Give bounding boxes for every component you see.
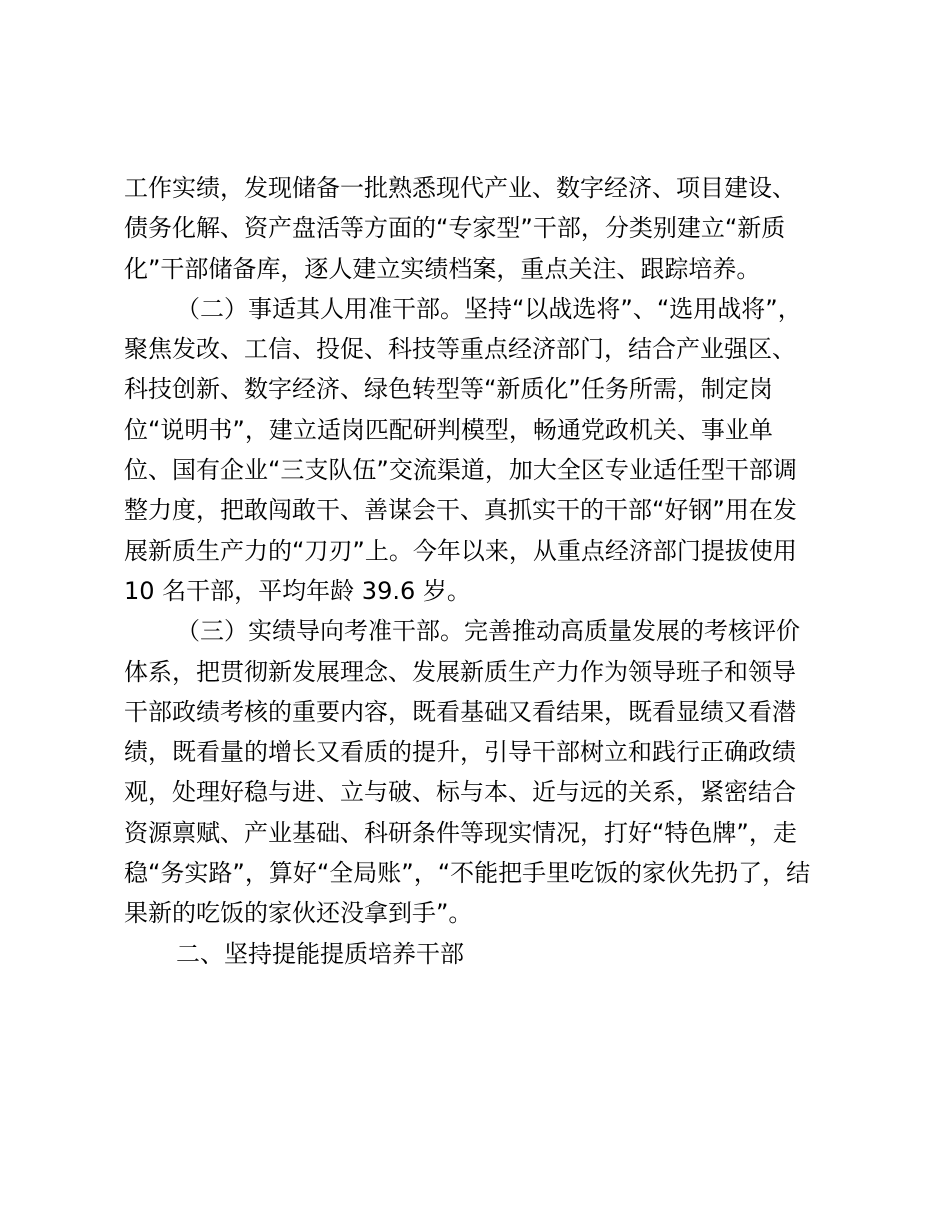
paragraph-first-line: （三）实绩导向考准干部。完善推动高质量发展的考核评价 xyxy=(176,617,800,646)
text-line: 位、国有企业“三支队伍”交流渠道，加大全区专业适任型干部调 xyxy=(124,456,797,485)
paragraph-first-line: （二）事适其人用准干部。坚持“以战选将”、“选用战将”， xyxy=(176,294,802,323)
text-line: 整力度，把敢闯敢干、善谋会干、真抓实干的干部“好钢”用在发 xyxy=(124,496,797,525)
text-line: 工作实绩，发现储备一批熟悉现代产业、数字经济、项目建设、 xyxy=(124,174,796,202)
text-line: 展新质生产力的“刀刃”上。今年以来，从重点经济部门提拔使用 xyxy=(124,536,797,565)
text-line: 绩，既看量的增长又看质的提升，引导干部树立和践行正确政绩 xyxy=(124,738,796,767)
paragraph-first-line: 二、坚持提能提质培养干部 xyxy=(176,939,464,968)
text-line: 体系，把贯彻新发展理念、发展新质生产力作为领导班子和领导 xyxy=(124,657,796,686)
text-line: 资源禀赋、产业基础、科研条件等现实情况，打好“特色牌”，走 xyxy=(124,818,797,847)
text-line: 化”干部储备库，逐人建立实绩档案，重点关注、跟踪培养。 xyxy=(124,254,761,283)
text-line: 果新的吃饭的家伙还没拿到手”。 xyxy=(124,899,473,928)
text-line: 10 名干部，平均年龄 39.6 岁。 xyxy=(124,576,471,605)
text-line: 位“说明书”，建立适岗匹配研判模型，畅通党政机关、事业单 xyxy=(124,415,773,444)
text-line: 干部政绩考核的重要内容，既看基础又看结果，既看显绩又看潜 xyxy=(124,697,796,726)
text-line: 科技创新、数字经济、绿色转型等“新质化”任务所需，制定岗 xyxy=(124,375,773,404)
text-line: 观，处理好稳与进、立与破、标与本、近与远的关系，紧密结合 xyxy=(124,778,796,807)
text-line: 聚焦发改、工信、投促、科技等重点经济部门，结合产业强区、 xyxy=(124,335,796,364)
document-body xyxy=(124,168,836,974)
text-line: 债务化解、资产盘活等方面的“专家型”干部，分类别建立“新质 xyxy=(124,214,786,243)
text-line: 稳“务实路”，算好“全局账”，“不能把手里吃饭的家伙先扔了，结 xyxy=(124,859,811,888)
